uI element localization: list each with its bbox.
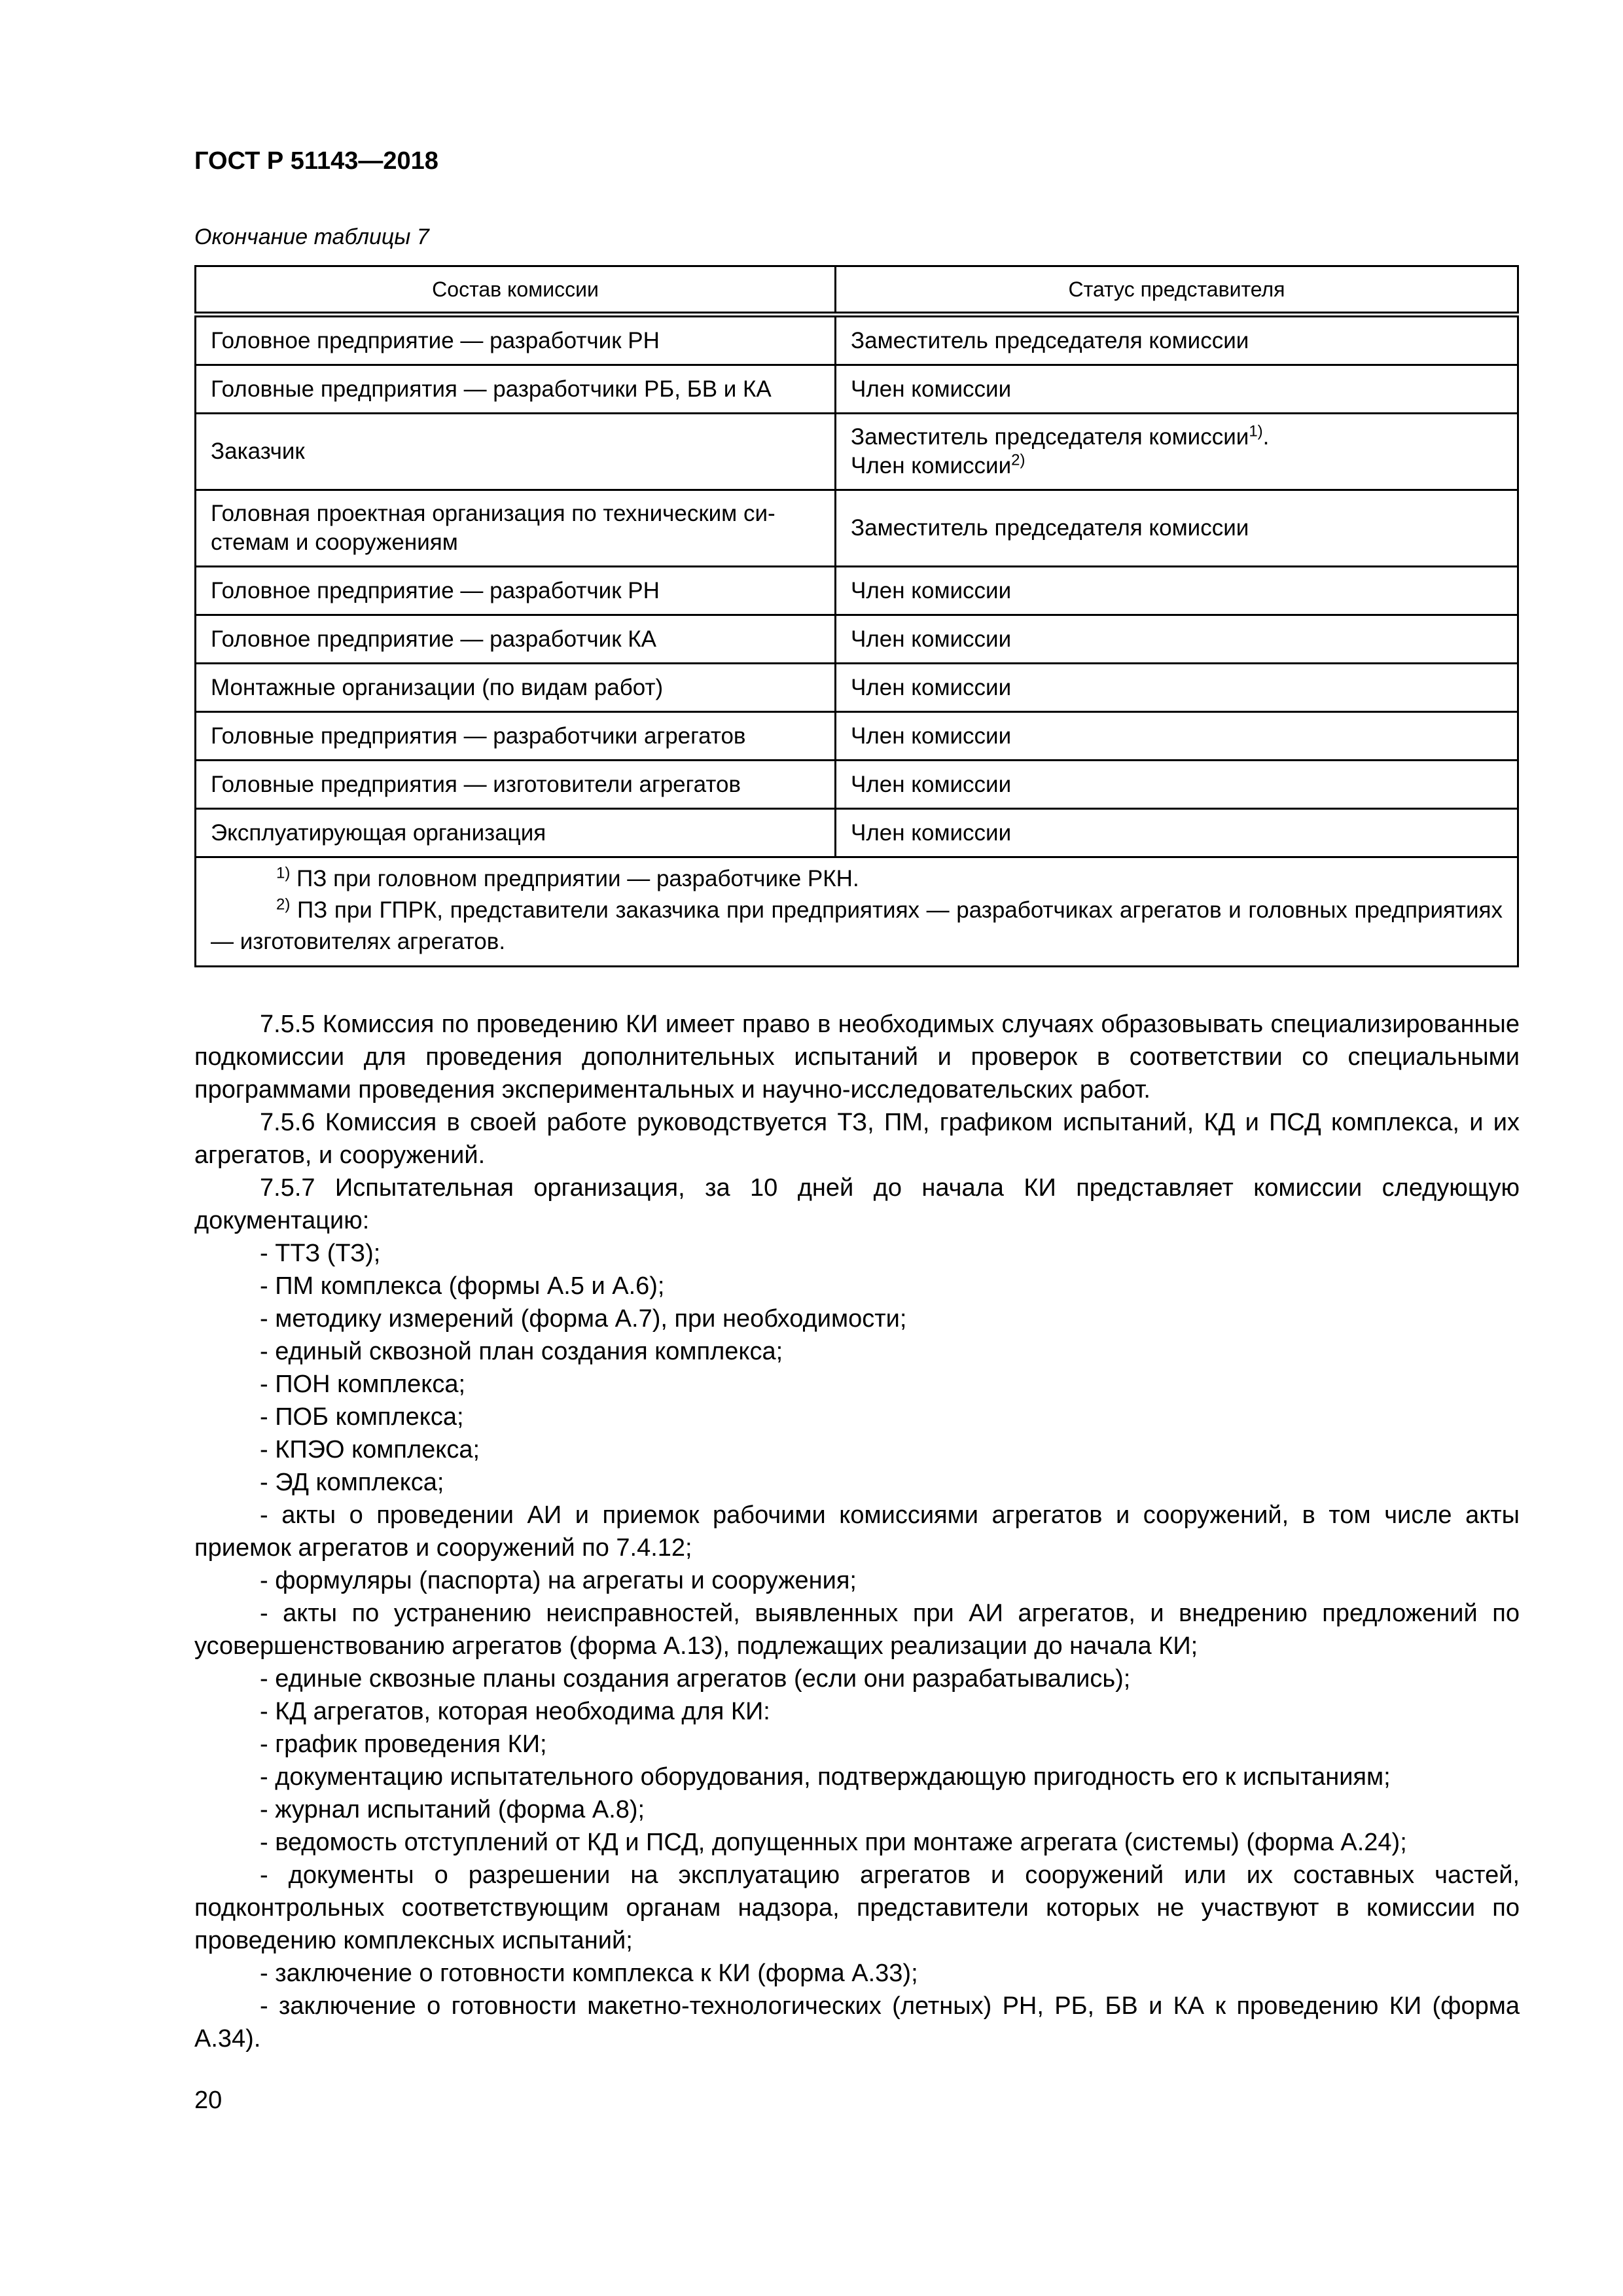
member-cell: Головное предприятие — разработчик РН [196, 567, 836, 615]
column-header-member: Состав комиссии [196, 266, 836, 315]
table-row [196, 809, 1518, 857]
punctuation: . [1262, 424, 1270, 450]
list-item: - КПЭО комплекса; [260, 1436, 480, 1463]
status-text: Заместитель председателя комиссии [851, 327, 1249, 353]
status-text: Член комиссии [851, 819, 1012, 846]
list-item: - ЭД комплекса; [260, 1469, 444, 1496]
list-item: - документацию испытательного оборудования, подтверждающую пригодность его к испытаниям; [260, 1763, 1391, 1791]
status-text: Заместитель председателя комиссии [851, 515, 1249, 541]
footnotes-row [196, 857, 1518, 967]
status-cell [836, 809, 1518, 857]
table-row [196, 490, 1518, 567]
status-text: Заместитель председателя комиссии [851, 424, 1249, 450]
list-item: - график проведения КИ; [260, 1731, 547, 1758]
table-row [196, 365, 1518, 414]
list-item: - заключение о готовности комплекса к КИ (форма А.33); [260, 1960, 918, 1987]
status-cell [836, 615, 1518, 664]
commission-table [194, 265, 1519, 967]
status-cell [836, 365, 1518, 414]
body-text [194, 1008, 1520, 2055]
paragraph: 7.5.6 Комиссия в своей работе руководствуется ТЗ, ПМ, графиком испытаний, КД и ПСД комплекса, и их агрегатов, и сооружений. [194, 1109, 1520, 1169]
status-text: Член комиссии [851, 376, 1012, 402]
page-number: 20 [194, 2087, 223, 2114]
status-cell [836, 414, 1518, 490]
status-cell [836, 664, 1518, 712]
list-item: - заключение о готовности макетно-технологических (летных) РН, РБ, БВ и КА к проведению КИ (форма А.34). [194, 1992, 1520, 2053]
member-cell: Заказчик [196, 414, 836, 490]
paragraph: 7.5.7 Испытательная организация, за 10 дней до начала КИ представляет комиссии следующую документацию: [194, 1174, 1520, 1234]
table-row [196, 664, 1518, 712]
status-cell [836, 315, 1518, 365]
footnotes-cell [196, 857, 1518, 967]
status-cell [836, 490, 1518, 567]
footnote-text: ПЗ при ГПРК, представители заказчика при предприятиях — разработчиках агрегатов и головных предприятиях — изготовителях агрегатов. [211, 897, 1503, 954]
member-cell: Головные предприятия — разработчики агрегатов [196, 712, 836, 761]
status-text: Член комиссии [851, 626, 1012, 652]
table-row [196, 761, 1518, 809]
list-item: - ПМ комплекса (формы А.5 и А.6); [260, 1272, 665, 1300]
table-row [196, 414, 1518, 490]
table-row [196, 567, 1518, 615]
list-item: - единый сквозной план создания комплекса; [260, 1338, 783, 1365]
list-item: - журнал испытаний (форма А.8); [260, 1796, 645, 1823]
member-cell: Головное предприятие — разработчик РН [196, 315, 836, 365]
list-item: - единые сквозные планы создания агрегатов (если они разрабатывались); [260, 1665, 1131, 1693]
table-footnote [211, 895, 1503, 958]
table-row [196, 615, 1518, 664]
table-footnote [211, 863, 1503, 895]
column-header-status: Статус представителя [836, 266, 1518, 315]
status-cell [836, 567, 1518, 615]
status-cell [836, 712, 1518, 761]
footnote-mark: 2) [276, 895, 291, 914]
paragraph: 7.5.5 Комиссия по проведению КИ имеет право в необходимых случаях образовывать специализированные подкомиссии для проведения дополнительных испытаний и проверок в соответствии со специальными программами проведения экспериментальных и научно-исследовательских работ. [194, 1011, 1520, 1103]
member-cell: Головное предприятие — разработчик КА [196, 615, 836, 664]
footnote-ref: 2) [1011, 451, 1026, 469]
list-item: - формуляры (паспорта) на агрегаты и сооружения; [260, 1567, 857, 1594]
footnote-mark: 1) [276, 864, 291, 882]
list-item: - ПОБ комплекса; [260, 1403, 464, 1431]
footnote-ref: 1) [1249, 422, 1263, 440]
member-cell: Головные предприятия — изготовители агрегатов [196, 761, 836, 809]
status-text: Член комиссии [851, 723, 1012, 749]
member-cell: Головная проектная организация по техническим системам и сооружениям [196, 490, 836, 567]
list-item: - ТТЗ (ТЗ); [260, 1240, 381, 1267]
status-cell [836, 761, 1518, 809]
list-item: - ПОН комплекса; [260, 1371, 466, 1398]
table-caption: Окончание таблицы 7 [194, 224, 429, 249]
table-row [196, 712, 1518, 761]
member-cell: Головные предприятия — разработчики РБ, БВ и КА [196, 365, 836, 414]
status-text: Член комиссии [851, 674, 1012, 700]
list-item: - КД агрегатов, которая необходима для КИ: [260, 1698, 770, 1725]
footnote-text: ПЗ при головном предприятии — разработчике РКН. [290, 866, 859, 891]
status-text: Член комиссии [851, 577, 1012, 603]
member-cell: Монтажные организации (по видам работ) [196, 664, 836, 712]
list-item: - акты по устранению неисправностей, выявленных при АИ агрегатов, и внедрению предложений по усовершенствованию агрегатов (форма А.13), подлежащих реализации до начала КИ; [194, 1600, 1520, 1660]
document-designation: ГОСТ Р 51143—2018 [194, 147, 438, 175]
list-item: - ведомость отступлений от КД и ПСД, допущенных при монтаже агрегата (системы) (форма А.24); [260, 1829, 1407, 1856]
list-item: - документы о разрешении на эксплуатацию агрегатов и сооружений или их составных частей, подконтрольных соответствующим органам надзора, представители которых не участвуют в комиссии по проведению комплексных испытаний; [194, 1861, 1520, 1954]
table-header-row [196, 266, 1518, 315]
list-item: - методику измерений (форма А.7), при необходимости; [260, 1305, 907, 1333]
table-row [196, 315, 1518, 365]
status-text-2: Член комиссии [851, 453, 1012, 478]
member-cell: Эксплуатирующая организация [196, 809, 836, 857]
status-text: Член комиссии [851, 771, 1012, 797]
list-item: - акты о проведении АИ и приемок рабочими комиссиями агрегатов и сооружений, в том числе акты приемок агрегатов и сооружений по 7.4.12; [194, 1501, 1520, 1562]
